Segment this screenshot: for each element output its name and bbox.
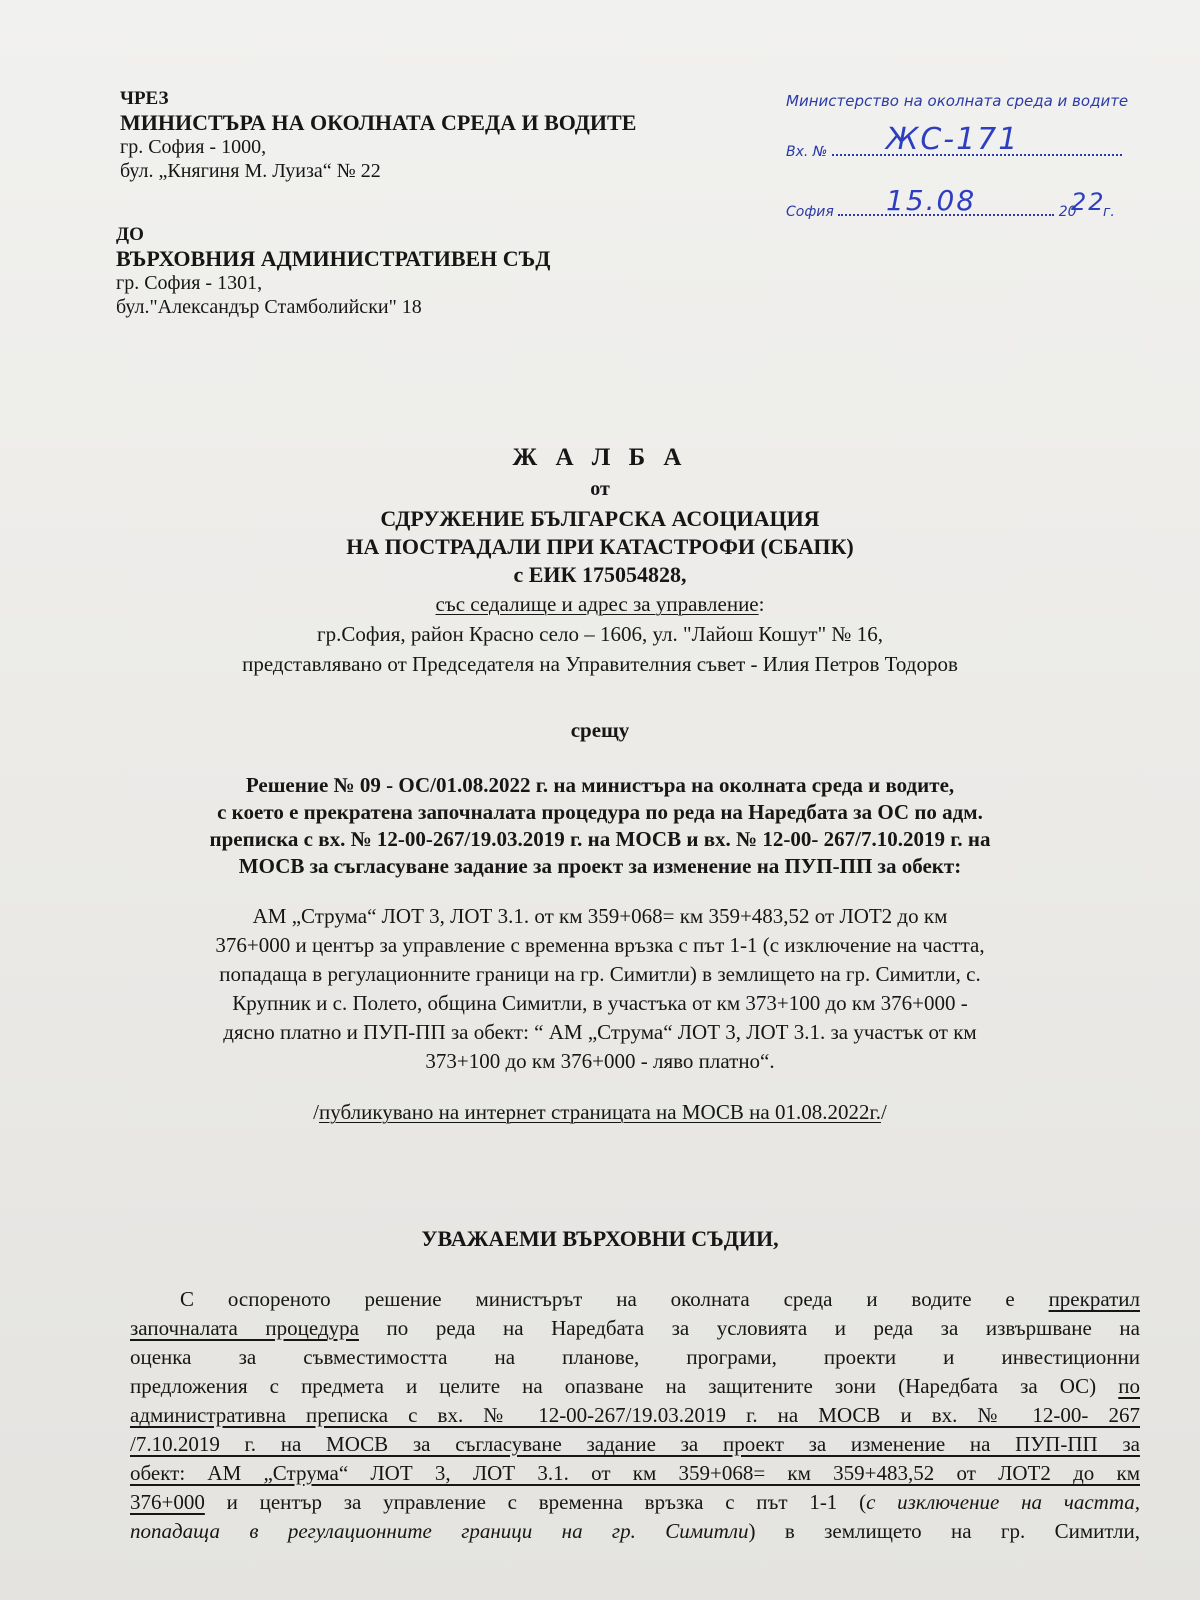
body-italic: попадаща в регулационните граници на гр. Симитли bbox=[130, 1518, 749, 1543]
seat-label-line bbox=[90, 592, 1110, 617]
body-text: и център за управление с временна връзка с път 1-1 ( bbox=[204, 1489, 867, 1514]
stamp-city-label: София bbox=[786, 204, 834, 220]
to-city: гр. София - 1301, bbox=[116, 272, 263, 295]
stamp-year-prefix: 20 bbox=[1058, 204, 1077, 220]
to-street: бул."Александър Стамболийски" 18 bbox=[116, 295, 422, 318]
body-text: предложения с предмета и целите на опазване на защитените зони (Наредбата за ОС) bbox=[130, 1373, 1119, 1398]
complaint-title: Ж А Л Б А bbox=[512, 444, 688, 471]
object-line: АМ „Струма“ ЛОТ 3, ЛОТ 3.1. от км 359+068= км 359+483,52 от ЛОТ2 до км bbox=[252, 904, 948, 928]
via-block bbox=[120, 88, 636, 184]
body-line: оценка за съвместимостта на планове, програми, проекти и инвестиционни bbox=[130, 1344, 1140, 1369]
body-text: С оспореното решение министърът на околната среда и водите е bbox=[180, 1287, 1049, 1311]
decision-line: Решение № 09 - ОС/01.08.2022 г. на министъра на околната среда и водите, bbox=[245, 773, 955, 797]
seat-label: със седалище и адрес за управление bbox=[435, 592, 759, 616]
decision-line: с което е прекратена започналата процедура по реда на Наредбата за ОС по адм. bbox=[217, 799, 983, 824]
body-line bbox=[130, 1285, 1140, 1314]
published-text: публикувано на интернет страницата на МОСВ на 01.08.2022г. bbox=[318, 1100, 881, 1124]
to-org: ВЪРХОВНИЯ АДМИНИСТРАТИВЕН СЪД bbox=[116, 246, 551, 272]
body-underlined: прекратил bbox=[1048, 1287, 1140, 1311]
body-line bbox=[130, 1517, 1140, 1546]
registry-stamp bbox=[786, 92, 1136, 242]
body-line bbox=[130, 1488, 1140, 1517]
published-close: / bbox=[881, 1100, 887, 1124]
body-line bbox=[130, 1314, 1140, 1343]
seat-colon: : bbox=[758, 592, 765, 616]
salutation: УВАЖАЕМИ ВЪРХОВНИ СЪДИИ, bbox=[421, 1226, 779, 1251]
decision-line: преписка с вх. № 12-00-267/19.03.2019 г. на МОСВ и вх. № 12-00- 267/7.10.2019 г. на bbox=[209, 826, 991, 851]
via-street: бул. „Княгиня М. Луиза“ № 22 bbox=[120, 159, 381, 182]
body-line bbox=[130, 1372, 1140, 1401]
applicant-address: гр.София, район Красно село – 1606, ул. "Лайош Кошут" № 16, bbox=[317, 622, 883, 646]
decision-line: МОСВ за съгласуване задание за проект за изменение на ПУП-ПП за обект: bbox=[238, 853, 962, 878]
published-open: / bbox=[313, 1100, 319, 1124]
stamp-in-number: ЖС-171 bbox=[886, 122, 1020, 157]
object-line: попадаща в регулационните граници на гр. Симитли) в землището на гр. Симитли, с. bbox=[219, 961, 981, 986]
applicant-line-1: СДРУЖЕНИЕ БЪЛГАРСКА АСОЦИАЦИЯ bbox=[380, 506, 820, 531]
body-underlined: започналата процедура bbox=[130, 1315, 359, 1340]
body-italic: с изключение на частта, bbox=[866, 1489, 1140, 1514]
object-line: 373+100 до км 376+000 - ляво платно“. bbox=[425, 1048, 775, 1073]
object-line: Крупник и с. Полето, община Симитли, в участъка от км 373+100 до км 376+000 - bbox=[232, 990, 968, 1015]
body-text: по реда на Наредбата за условията и реда за извършване на bbox=[358, 1315, 1140, 1340]
to-block bbox=[116, 224, 550, 320]
body-underlined: 376+000 bbox=[130, 1489, 205, 1514]
via-city: гр. София - 1000, bbox=[120, 136, 267, 159]
body-underlined: по bbox=[1118, 1373, 1140, 1398]
applicant-represented: представлявано от Председателя на Управителния съвет - Илия Петров Тодоров bbox=[242, 652, 958, 676]
stamp-date: 15.08 bbox=[886, 184, 977, 217]
body-line: /7.10.2019 г. на МОСВ за съгласуване задание за проект за изменение на ПУП-ПП за bbox=[130, 1431, 1140, 1456]
stamp-org: Министерство на околната среда и водите bbox=[786, 92, 1129, 110]
published-note bbox=[90, 1100, 1110, 1125]
decision-block bbox=[90, 772, 1110, 880]
from-label: от bbox=[590, 478, 610, 500]
applicant-line-2: НА ПОСТРАДАЛИ ПРИ КАТАСТРОФИ (СБАПК) bbox=[346, 534, 854, 559]
body-text: ) в землището на гр. Симитли, bbox=[748, 1518, 1140, 1543]
stamp-in-label: Вх. № bbox=[786, 144, 828, 160]
to-label: ДО bbox=[116, 224, 144, 245]
applicant-eik: с ЕИК 175054828, bbox=[513, 562, 687, 587]
body-line: обект: АМ „Струма“ ЛОТ 3, ЛОТ 3.1. от км 359+068= км 359+483,52 от ЛОТ2 до км bbox=[130, 1460, 1140, 1485]
object-line: 376+000 и център за управление с временна връзка с път 1-1 (с изключение на частта, bbox=[215, 932, 985, 957]
against-label: срещу bbox=[570, 718, 630, 742]
stamp-year: 22 bbox=[1071, 188, 1106, 216]
body-line: административна преписка с вх. № 12-00-267/19.03.2019 г. на МОСВ и вх. № 12-00- 267 bbox=[130, 1402, 1140, 1427]
object-block bbox=[90, 902, 1110, 1076]
via-label: ЧРЕЗ bbox=[120, 88, 169, 109]
body-paragraph bbox=[130, 1285, 1140, 1546]
via-org: МИНИСТЪРА НА ОКОЛНАТА СРЕДА И ВОДИТЕ bbox=[120, 110, 637, 136]
stamp-year-suffix: г. bbox=[1103, 204, 1115, 220]
object-line: дясно платно и ПУП-ПП за обект: “ АМ „Струма“ ЛОТ 3, ЛОТ 3.1. за участък от км bbox=[223, 1019, 977, 1044]
